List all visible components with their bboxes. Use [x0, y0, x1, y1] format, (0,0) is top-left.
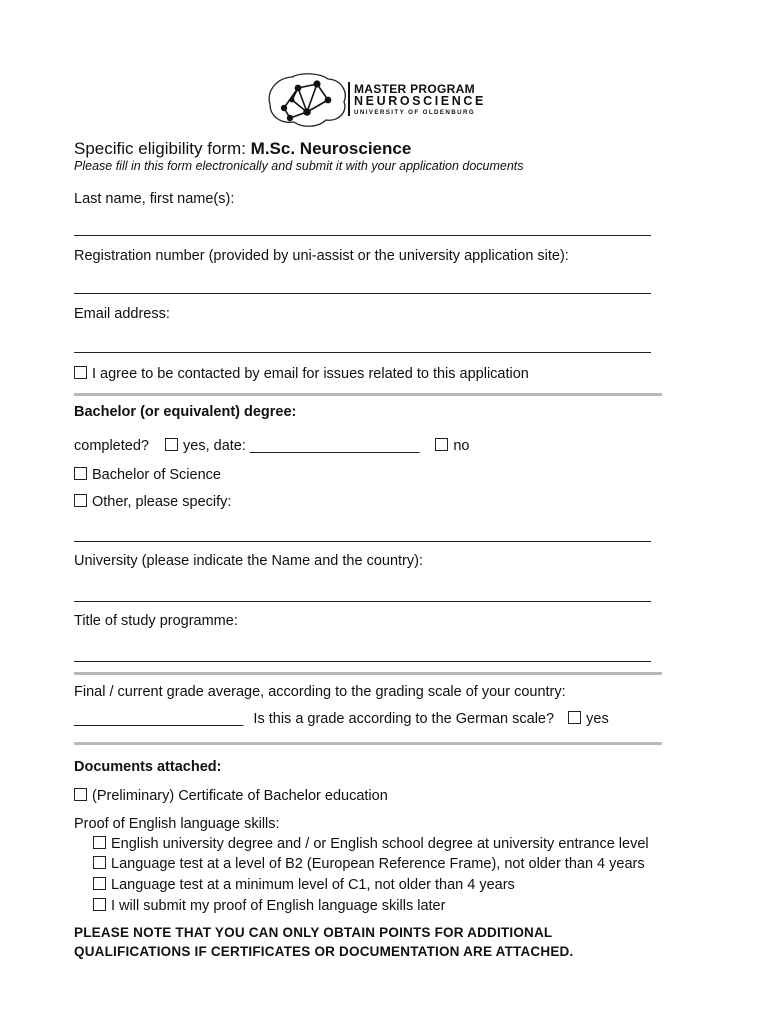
logo-line-2: NEUROSCIENCE [354, 94, 486, 108]
completed-yes-checkbox[interactable] [165, 438, 178, 451]
german-scale-yes-label: yes [586, 711, 609, 727]
brain-network-icon [262, 70, 350, 132]
agree-label: I agree to be contacted by email for issues related to this application [92, 366, 529, 382]
english-option[interactable] [93, 898, 445, 914]
email-field[interactable] [74, 338, 651, 353]
bsc-option[interactable] [74, 467, 221, 483]
certificate-checkbox[interactable] [74, 788, 87, 801]
name-label: Last name, first name(s): [74, 191, 235, 207]
completed-label: completed? [74, 438, 149, 454]
german-scale-checkbox[interactable] [568, 711, 581, 724]
program-logo [262, 70, 486, 132]
email-label: Email address: [74, 306, 170, 322]
english-option-checkbox[interactable] [93, 898, 106, 911]
programme-field[interactable] [74, 647, 651, 662]
german-scale-label: Is this a grade according to the German scale? [253, 711, 555, 727]
other-checkbox[interactable] [74, 494, 87, 507]
agree-checkbox[interactable] [74, 366, 87, 379]
name-field[interactable] [74, 221, 651, 236]
certificate-option[interactable] [74, 788, 388, 804]
title-program: M.Sc. Neuroscience [250, 139, 412, 158]
certificate-label: (Preliminary) Certificate of Bachelor education [92, 788, 388, 804]
registration-field[interactable] [74, 279, 651, 294]
bachelor-heading: Bachelor (or equivalent) degree: [74, 404, 297, 420]
bsc-label: Bachelor of Science [92, 467, 221, 483]
registration-label: Registration number (provided by uni-assist or the university application site): [74, 248, 569, 264]
completed-yes-label: yes, date: _____________________ [183, 438, 420, 454]
notice-line-1: PLEASE NOTE THAT YOU CAN ONLY OBTAIN POINTS FOR ADDITIONAL [74, 925, 553, 940]
section-divider [74, 672, 662, 675]
english-option-label: I will submit my proof of English language skills later [111, 898, 446, 914]
grade-row [74, 711, 609, 727]
title-prefix: Specific eligibility form: [74, 139, 251, 158]
english-option-label: Language test at a level of B2 (European Reference Frame), not older than 4 years [111, 856, 645, 872]
other-field[interactable] [74, 527, 651, 542]
notice-line-2: QUALIFICATIONS IF CERTIFICATES OR DOCUMENTATION ARE ATTACHED. [74, 944, 574, 959]
other-label: Other, please specify: [92, 494, 232, 510]
completed-row [74, 438, 469, 454]
university-field[interactable] [74, 587, 651, 602]
english-option-checkbox[interactable] [93, 877, 106, 890]
documents-heading: Documents attached: [74, 759, 222, 775]
english-option-checkbox[interactable] [93, 836, 106, 849]
programme-label: Title of study programme: [74, 613, 238, 629]
english-option-label: English university degree and / or English school degree at university entrance level [111, 836, 649, 852]
form-title [74, 139, 411, 159]
english-option-checkbox[interactable] [93, 856, 106, 869]
english-option[interactable] [93, 877, 515, 893]
english-option[interactable] [93, 856, 645, 872]
english-option[interactable] [93, 836, 649, 852]
form-subtitle: Please fill in this form electronically and submit it with your application documents [74, 159, 524, 173]
agree-option[interactable] [74, 366, 529, 382]
english-option-label: Language test at a minimum level of C1, not older than 4 years [111, 877, 515, 893]
completed-no-checkbox[interactable] [435, 438, 448, 451]
section-divider [74, 393, 662, 396]
grade-field[interactable]: _____________________ [74, 711, 244, 727]
other-option[interactable] [74, 494, 231, 510]
completed-no-label: no [453, 438, 470, 454]
logo-line-1: MASTER PROGRAM [354, 82, 475, 96]
bsc-checkbox[interactable] [74, 467, 87, 480]
section-divider [74, 742, 662, 745]
university-label: University (please indicate the Name and the country): [74, 553, 423, 569]
english-label: Proof of English language skills: [74, 816, 280, 832]
logo-line-3: UNIVERSITY OF OLDENBURG [354, 109, 476, 116]
grade-label: Final / current grade average, according to the grading scale of your country: [74, 684, 566, 700]
